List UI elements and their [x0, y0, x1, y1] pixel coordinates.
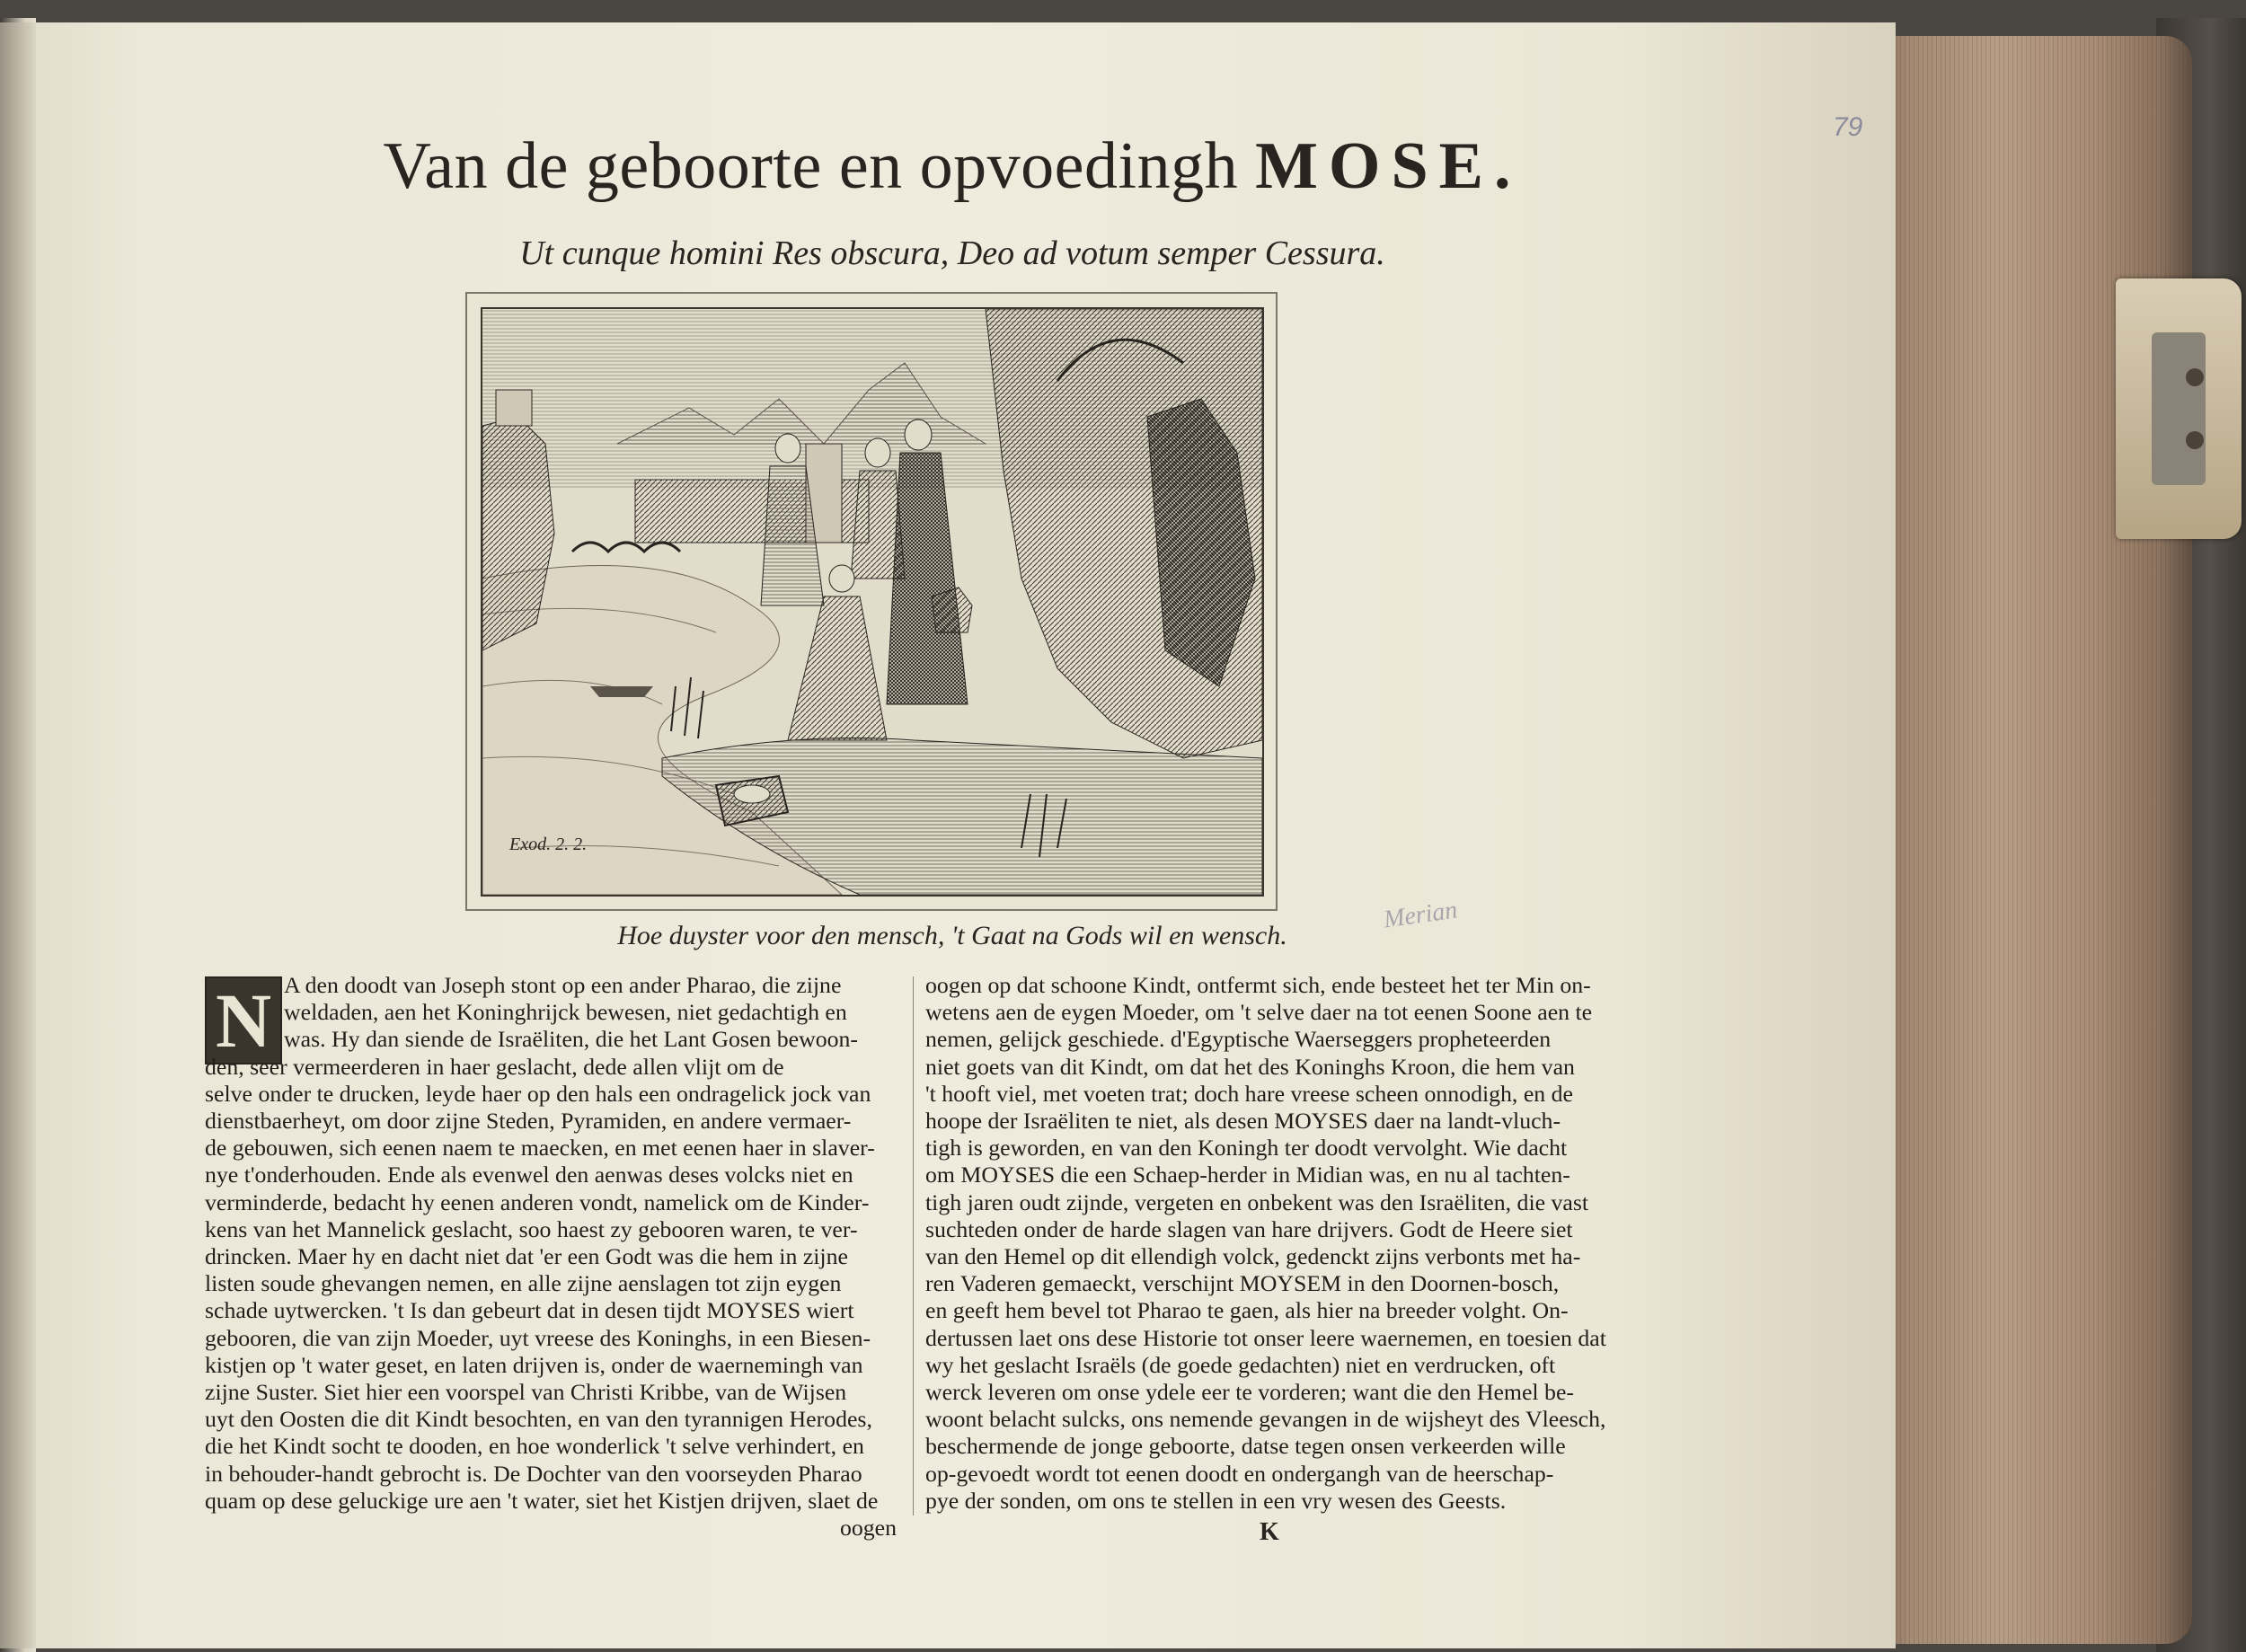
text-line: selve onder te drucken, leyde haer op den hals een ondragelick jock van [205, 1080, 871, 1107]
column-divider [913, 976, 914, 1515]
text-line: kens van het Mannelick geslacht, soo haest zy gebooren waren, te ver- [205, 1215, 858, 1242]
title-main: Van de geboorte en opvoedingh [383, 129, 1239, 203]
folio-number: 79 [1833, 112, 1863, 142]
text-line: ren Vaderen gemaeckt, verschijnt MOYSEM in den Doornen-bosch, [925, 1270, 1560, 1297]
text-line: woont belacht sulcks, ons nemende gevangen in de wijsheyt des Vleesch, [925, 1406, 1606, 1433]
text-column-left [205, 972, 897, 1542]
text-line: dertussen laet ons dese Historie tot onser leere waernemen, en toesien dat [925, 1324, 1606, 1351]
catchword: oogen [839, 1515, 897, 1542]
text-line: zijne Suster. Siet hier een voorspel van Christi Kribbe, van de Wijsen [205, 1379, 847, 1406]
text-line: schade uytwercken. 't Is dan gebeurt dat in desen tijdt MOYSES wiert [205, 1297, 854, 1324]
text-line: weldaden, aen het Koninghrijck bewesen, niet gedachtigh en [284, 999, 847, 1026]
text-line: hoope der Israëliten te niet, als desen MOYSES daer na landt-vluch- [925, 1108, 1561, 1135]
text-line: in behouder-handt gebrocht is. De Dochter van den voorseyden Pharao [205, 1460, 862, 1487]
text-line: uyt den Oosten die dit Kindt besochten, en van den tyrannigen Herodes, [205, 1406, 872, 1433]
text-line: listen soude ghevangen nemen, en alle zijne aenslagen tot zijn eygen [205, 1270, 842, 1297]
latin-motto: Ut cunque homini Res obscura, Deo ad votum semper Cessura. [519, 234, 1385, 272]
text-line: gebooren, die van zijn Moeder, uyt vreese des Koninghs, in een Biesen- [205, 1324, 871, 1351]
text-line: quam op dese geluckige ure aen 't water, siet het Kistjen drijven, slaet de [205, 1487, 879, 1514]
text-line: die het Kindt socht te dooden, en hoe wonderlick 't selve verhindert, en [205, 1433, 864, 1460]
text-line: de gebouwen, sich eenen naem te maecken, en met eenen haer in slaver- [205, 1135, 875, 1162]
text-column-right [925, 972, 1635, 1515]
text-line: suchteden onder de harde slagen van hare drijvers. Godt de Heere siet [925, 1215, 1573, 1242]
engraving-plate [465, 292, 1278, 911]
text-line: nye t'onderhouden. Ende als evenwel den aenwas deses volcks niet en [205, 1162, 853, 1188]
text-line: beschermende de jonge geboorte, datse tegen onsen verkeerden wille [925, 1433, 1566, 1460]
page-title [27, 128, 1878, 205]
engraving-caption: Hoe duyster voor den mensch, 't Gaat na Gods wil en wensch. [617, 921, 1287, 950]
pencil-annotation: Merian [1382, 896, 1460, 934]
text-line: op-gevoedt wordt tot eenen doodt en ondergangh van de heerschap- [925, 1460, 1554, 1487]
text-line: A den doodt van Joseph stont op een ander Pharao, die zijne [284, 972, 842, 998]
text-line: drincken. Maer hy en dacht niet dat 'er een Godt was die hem in zijne [205, 1243, 848, 1270]
text-line: was. Hy dan siende de Israëliten, die het Lant Gosen bewoon- [284, 1026, 858, 1053]
text-line: oogen op dat schoone Kindt, ontfermt sich, ende besteet het ter Min on- [925, 972, 1591, 998]
text-line: 't hooft viel, met voeten trat; doch hare vreese scheen onnodigh, en de [925, 1080, 1573, 1107]
engraving-image [481, 307, 1264, 897]
text-line: tigh is geworden, en van den Koningh ter doodt vervolght. Wie dacht [925, 1135, 1568, 1162]
book-fore-edge [1869, 36, 2192, 1644]
title-name: MOSE. [1255, 129, 1522, 203]
text-line: nemen, gelijck geschiede. d'Egyptische Waerseggers propheteerden [925, 1026, 1552, 1053]
text-line: van den Hemel op dit ellendigh volck, gedenckt zijns verbonts met ha- [925, 1243, 1581, 1270]
text-line: wy het geslacht Israëls (de goede gedachten) niet en verdrucken, oft [925, 1351, 1556, 1378]
text-line: en geeft hem bevel tot Pharao te gaen, als hier na breeder volght. On- [925, 1297, 1569, 1324]
book-clasp [2116, 278, 2242, 539]
text-line: dienstbaerheyt, om door zijne Steden, Pyramiden, en andere vermaer- [205, 1108, 852, 1135]
text-line: om MOYSES die een Schaep-herder in Midian was, en nu al tachten- [925, 1162, 1570, 1188]
text-line: niet goets van dit Kindt, om dat het des Koninghs Kroon, die hem van [925, 1053, 1575, 1080]
text-line: verminderde, bedacht hy eenen anderen vondt, namelick om de Kinder- [205, 1188, 870, 1215]
text-line: tigh jaren oudt zijnde, vergeten en onbekent was den Israëliten, die vast [925, 1188, 1589, 1215]
text-line: kistjen op 't water geset, en laten drijven is, onder de waernemingh van [205, 1351, 863, 1378]
signature-mark: K [1260, 1518, 1279, 1546]
text-line: pye der sonden, om ons te stellen in een vry wesen des Geests. [925, 1487, 1507, 1514]
text-line: wetens aen de eygen Moeder, om 't selve daer na tot eenen Soone aen te [925, 999, 1593, 1026]
book-page [27, 22, 1896, 1648]
plate-reference: Exod. 2. 2. [509, 835, 588, 854]
drop-cap-letter: N [215, 977, 272, 1064]
text-line: werck leveren om onse ydele eer te vorderen; want die den Hemel be- [925, 1379, 1574, 1406]
text-line: den, seer vermeerderen in haer geslacht, dede allen vlijt om de [205, 1053, 784, 1080]
